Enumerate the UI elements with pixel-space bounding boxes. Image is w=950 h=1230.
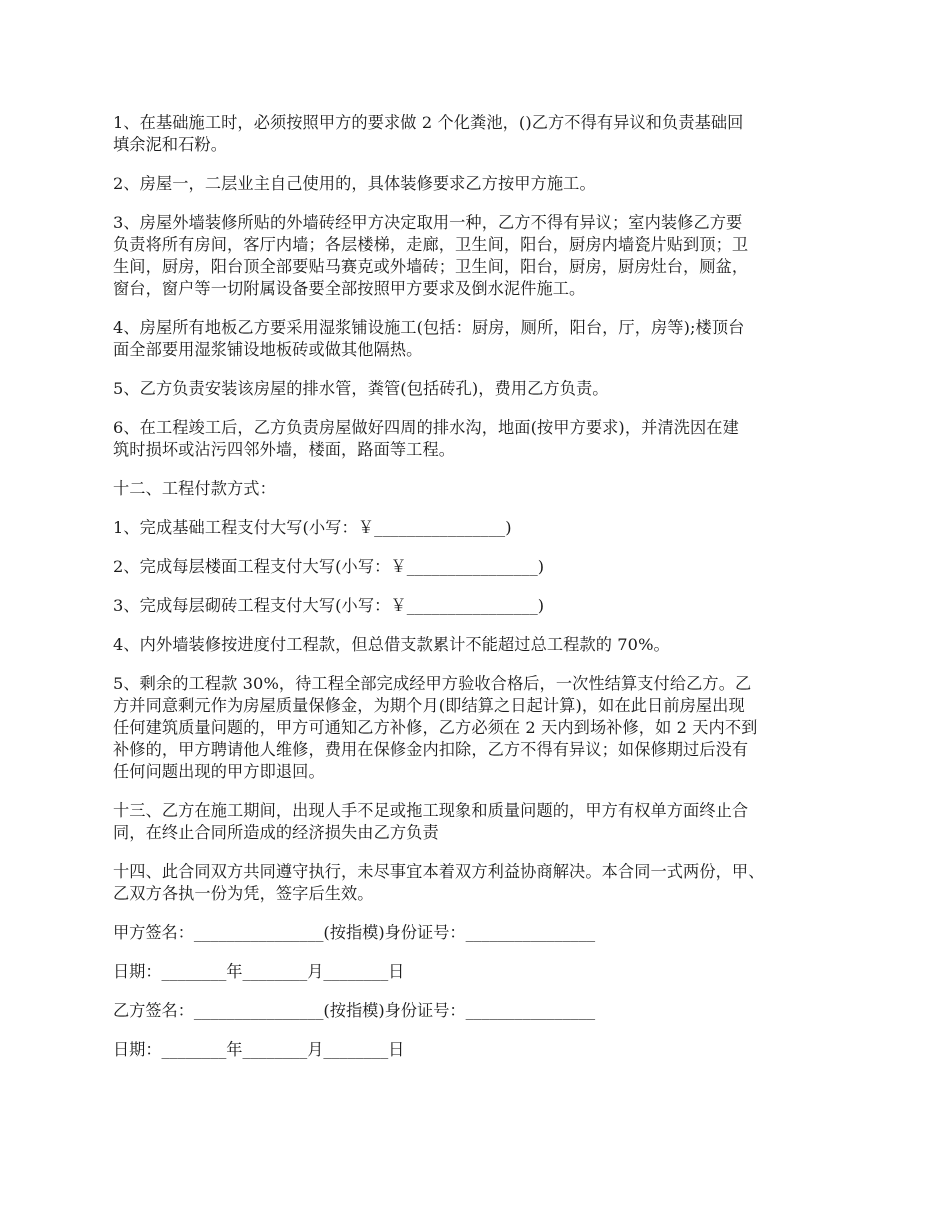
paragraph-line: 方并同意剩元作为房屋质量保修金，为期个月(即结算之日起计算)，如在此日前房屋出现 xyxy=(113,696,745,715)
paragraph-line: 生间，厨房，阳台顶全部要贴马赛克或外墙砖；卫生间，阳台，厨房，厨房灶台，厕盆， xyxy=(113,257,749,276)
contract-paragraph xyxy=(113,517,833,539)
contract-paragraph xyxy=(113,673,833,783)
paragraph-line: 乙双方各执一份为凭，签字后生效。 xyxy=(113,884,374,903)
paragraph-line: 窗台，窗户等一切附属设备要全部按照甲方要求及倒水泥件施工。 xyxy=(113,279,586,298)
paragraph-line: 同，在终止合同所造成的经济损失由乙方负责 xyxy=(113,823,439,842)
paragraph-line: 3、房屋外墙装修所贴的外墙砖经甲方决定取用一种，乙方不得有异议；室内装修乙方要 xyxy=(113,213,743,232)
contract-paragraph xyxy=(113,173,833,195)
paragraph-line: 补修的，甲方聘请他人维修，费用在保修金内扣除，乙方不得有异议；如保修期过后没有 xyxy=(113,740,749,759)
contract-paragraph xyxy=(113,634,833,656)
contract-paragraph xyxy=(113,417,833,461)
signature-line: 乙方签名：________________(按指模)身份证号：________________ xyxy=(113,1001,596,1020)
contract-paragraph xyxy=(113,861,833,905)
paragraph-line: 1、在基础施工时，必须按照甲方的要求做 2 个化粪池，()乙方不得有异议和负责基础回 xyxy=(113,113,744,132)
paragraph-line: 筑时损坏或沾污四邻外墙，楼面，路面等工程。 xyxy=(113,440,456,459)
paragraph-line: 2、完成每层楼面工程支付大写(小写：￥________________) xyxy=(113,557,545,576)
paragraph-line: 4、内外墙装修按进度付工程款，但总借支款累计不能超过总工程款的 70%。 xyxy=(113,635,670,654)
contract-paragraph xyxy=(113,595,833,617)
date-line: 日期：________年________月________日 xyxy=(113,1040,405,1059)
contract-paragraph xyxy=(113,800,833,844)
paragraph-line: 任何问题出现的甲方即退回。 xyxy=(113,762,325,781)
contract-paragraph xyxy=(113,112,833,156)
contract-paragraph xyxy=(113,212,833,300)
paragraph-line: 6、在工程竣工后，乙方负责房屋做好四周的排水沟，地面(按甲方要求)，并清洗因在建 xyxy=(113,418,739,437)
paragraph-line: 1、完成基础工程支付大写(小写：￥________________) xyxy=(113,518,512,537)
paragraph-line: 十三、乙方在施工期间，出现人手不足或拖工现象和质量问题的，甲方有权单方面终止合 xyxy=(113,801,749,820)
paragraph-line: 3、完成每层砌砖工程支付大写(小写：￥________________) xyxy=(113,596,545,615)
signature-block xyxy=(113,922,833,1061)
paragraph-line: 任何建筑质量问题的，甲方可通知乙方补修，乙方必须在 2 天内到场补修，如 2 天内不到 xyxy=(113,718,758,737)
contract-paragraph xyxy=(113,478,833,500)
contract-body xyxy=(113,112,833,905)
contract-paragraph xyxy=(113,317,833,361)
date-line: 日期：________年________月________日 xyxy=(113,962,405,981)
contract-paragraph xyxy=(113,378,833,400)
paragraph-line: 十四、此合同双方共同遵守执行，未尽事宜本着双方利益协商解决。本合同一式两份，甲、 xyxy=(113,862,765,881)
paragraph-line: 4、房屋所有地板乙方要采用湿浆铺设施工(包括：厨房，厕所，阳台，厅，房等);楼顶台 xyxy=(113,318,745,337)
paragraph-line: 负责将所有房间，客厅内墙；各层楼梯，走廊，卫生间，阳台，厨房内墙瓷片贴到顶；卫 xyxy=(113,235,749,254)
paragraph-line: 面全部要用湿浆铺设地板砖或做其他隔热。 xyxy=(113,340,423,359)
paragraph-line: 5、剩余的工程款 30%，待工程全部完成经甲方验收合格后，一次性结算支付给乙方。乙 xyxy=(113,674,752,693)
paragraph-line: 十二、工程付款方式： xyxy=(113,479,276,498)
signature-line: 甲方签名：________________(按指模)身份证号：________________ xyxy=(113,923,596,942)
paragraph-line: 填余泥和石粉。 xyxy=(113,135,228,154)
contract-page xyxy=(113,112,833,1078)
paragraph-line: 2、房屋一，二层业主自己使用的，具体装修要求乙方按甲方施工。 xyxy=(113,174,596,193)
contract-paragraph xyxy=(113,556,833,578)
paragraph-line: 5、乙方负责安装该房屋的排水管，粪管(包括砖孔)，费用乙方负责。 xyxy=(113,379,609,398)
